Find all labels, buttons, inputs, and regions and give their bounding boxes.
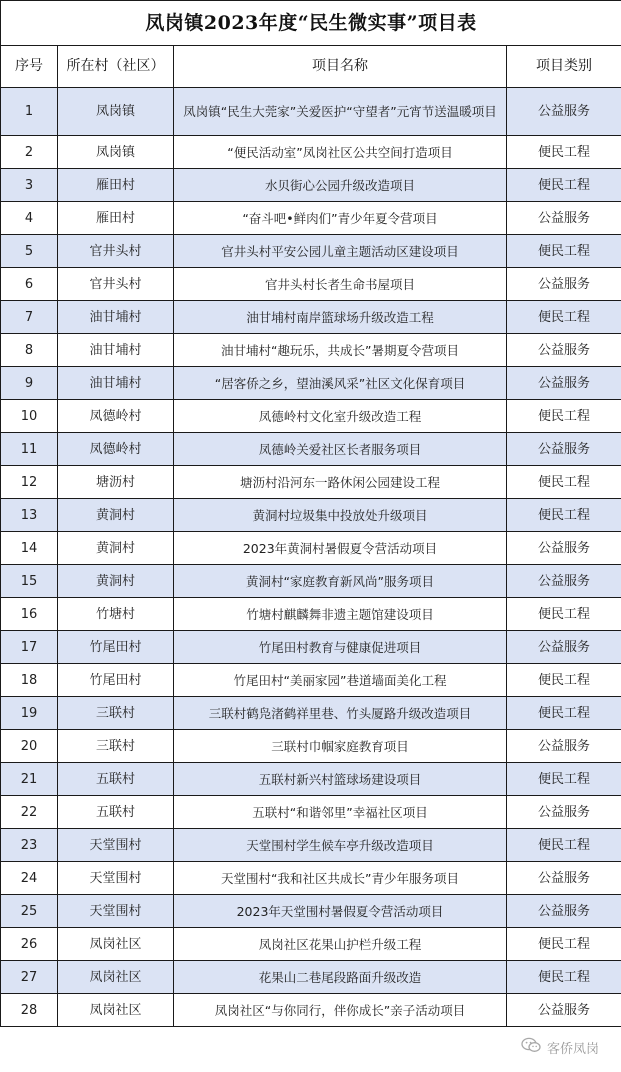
cell-number: 13 (1, 499, 58, 532)
table-row (1, 598, 621, 631)
cell-village: 塘沥村 (58, 466, 174, 499)
cell-project-name: 五联村新兴村篮球场建设项目 (174, 763, 507, 796)
table-row (1, 895, 621, 928)
header-project-name: 项目名称 (174, 46, 507, 88)
cell-category: 便民工程 (507, 466, 621, 499)
cell-number: 28 (1, 994, 58, 1027)
table-row (1, 136, 621, 169)
cell-category: 公益服务 (507, 88, 621, 136)
cell-project-name: 竹塘村麒麟舞非遗主题馆建设项目 (174, 598, 507, 631)
cell-project-name: 花果山二巷尾段路面升级改造 (174, 961, 507, 994)
cell-project-name: 黄洞村“家庭教育新风尚”服务项目 (174, 565, 507, 598)
cell-category: 公益服务 (507, 334, 621, 367)
cell-category: 公益服务 (507, 565, 621, 598)
table-row (1, 202, 621, 235)
cell-village: 油甘埔村 (58, 334, 174, 367)
cell-number: 17 (1, 631, 58, 664)
cell-project-name: 三联村鹤凫渚鹤祥里巷、竹头厦路升级改造项目 (174, 697, 507, 730)
cell-number: 3 (1, 169, 58, 202)
cell-project-name: 竹尾田村“美丽家园”巷道墙面美化工程 (174, 664, 507, 697)
table-row (1, 235, 621, 268)
cell-number: 1 (1, 88, 58, 136)
cell-project-name: 2023年黄洞村暑假夏令营活动项目 (174, 532, 507, 565)
table-row (1, 928, 621, 961)
cell-category: 公益服务 (507, 268, 621, 301)
cell-category: 公益服务 (507, 994, 621, 1027)
cell-project-name: 凤德岭村文化室升级改造工程 (174, 400, 507, 433)
table-row (1, 334, 621, 367)
cell-category: 便民工程 (507, 961, 621, 994)
cell-village: 雁田村 (58, 169, 174, 202)
table-row (1, 664, 621, 697)
cell-number: 8 (1, 334, 58, 367)
header-category: 项目类别 (507, 46, 621, 88)
cell-village: 竹塘村 (58, 598, 174, 631)
table-row (1, 532, 621, 565)
cell-project-name: 凤德岭关爱社区长者服务项目 (174, 433, 507, 466)
cell-project-name: 竹尾田村教育与健康促进项目 (174, 631, 507, 664)
table-row (1, 961, 621, 994)
cell-project-name: 官井头村长者生命书屋项目 (174, 268, 507, 301)
watermark-text: 客侨凤岗 (546, 1041, 599, 1057)
cell-category: 公益服务 (507, 367, 621, 400)
wechat-icon (521, 1037, 541, 1057)
cell-category: 公益服务 (507, 862, 621, 895)
cell-category: 公益服务 (507, 730, 621, 763)
cell-project-name: 三联村巾帼家庭教育项目 (174, 730, 507, 763)
cell-village: 五联村 (58, 763, 174, 796)
cell-category: 公益服务 (507, 631, 621, 664)
table-row (1, 268, 621, 301)
cell-village: 官井头村 (58, 268, 174, 301)
cell-category: 便民工程 (507, 664, 621, 697)
cell-project-name: 塘沥村沿河东一路休闲公园建设工程 (174, 466, 507, 499)
cell-category: 便民工程 (507, 928, 621, 961)
cell-category: 便民工程 (507, 829, 621, 862)
table-row (1, 994, 621, 1027)
cell-project-name: 油甘埔村“趣玩乐，共成长”暑期夏令营项目 (174, 334, 507, 367)
table-row (1, 862, 621, 895)
cell-category: 公益服务 (507, 202, 621, 235)
cell-village: 凤德岭村 (58, 400, 174, 433)
table-title: 凤岗镇2023年度“民生微实事”项目表 (1, 1, 621, 46)
cell-number: 21 (1, 763, 58, 796)
cell-number: 19 (1, 697, 58, 730)
cell-project-name: 凤岗镇“民生大莞家”关爱医护“守望者”元宵节送温暖项目 (174, 88, 507, 136)
cell-category: 便民工程 (507, 697, 621, 730)
cell-category: 公益服务 (507, 433, 621, 466)
header-number: 序号 (1, 46, 58, 88)
cell-project-name: 五联村“和谐邻里”幸福社区项目 (174, 796, 507, 829)
cell-number: 4 (1, 202, 58, 235)
cell-number: 22 (1, 796, 58, 829)
cell-project-name: “便民活动室”凤岗社区公共空间打造项目 (174, 136, 507, 169)
cell-category: 公益服务 (507, 895, 621, 928)
cell-number: 23 (1, 829, 58, 862)
cell-category: 公益服务 (507, 796, 621, 829)
cell-category: 便民工程 (507, 763, 621, 796)
cell-project-name: “奋斗吧•鲜肉们”青少年夏令营项目 (174, 202, 507, 235)
cell-category: 便民工程 (507, 400, 621, 433)
cell-village: 凤岗社区 (58, 961, 174, 994)
cell-village: 油甘埔村 (58, 367, 174, 400)
cell-number: 25 (1, 895, 58, 928)
cell-number: 14 (1, 532, 58, 565)
header-village: 所在村（社区） (58, 46, 174, 88)
header-row (1, 46, 621, 88)
cell-category: 公益服务 (507, 532, 621, 565)
table-row (1, 697, 621, 730)
table-row (1, 169, 621, 202)
cell-village: 凤德岭村 (58, 433, 174, 466)
cell-number: 26 (1, 928, 58, 961)
cell-project-name: 天堂围村学生候车亭升级改造项目 (174, 829, 507, 862)
cell-category: 便民工程 (507, 301, 621, 334)
table-row (1, 301, 621, 334)
cell-project-name: “居客侨之乡，望油溪风采”社区文化保育项目 (174, 367, 507, 400)
cell-village: 黄洞村 (58, 565, 174, 598)
cell-project-name: 凤岗社区“与你同行，伴你成长”亲子活动项目 (174, 994, 507, 1027)
table-row (1, 433, 621, 466)
cell-number: 12 (1, 466, 58, 499)
cell-number: 15 (1, 565, 58, 598)
table-row (1, 829, 621, 862)
cell-village: 天堂围村 (58, 862, 174, 895)
table-row (1, 88, 621, 136)
cell-number: 20 (1, 730, 58, 763)
cell-category: 便民工程 (507, 169, 621, 202)
cell-project-name: 官井头村平安公园儿童主题活动区建设项目 (174, 235, 507, 268)
table-row (1, 796, 621, 829)
cell-number: 7 (1, 301, 58, 334)
table-body (1, 88, 621, 1027)
cell-village: 黄洞村 (58, 499, 174, 532)
cell-number: 11 (1, 433, 58, 466)
cell-village: 凤岗社区 (58, 928, 174, 961)
cell-project-name: 油甘埔村南岸篮球场升级改造工程 (174, 301, 507, 334)
cell-number: 2 (1, 136, 58, 169)
cell-category: 便民工程 (507, 598, 621, 631)
table-row (1, 730, 621, 763)
cell-village: 竹尾田村 (58, 664, 174, 697)
cell-number: 18 (1, 664, 58, 697)
cell-project-name: 黄洞村垃圾集中投放处升级项目 (174, 499, 507, 532)
cell-village: 五联村 (58, 796, 174, 829)
cell-category: 便民工程 (507, 136, 621, 169)
cell-number: 24 (1, 862, 58, 895)
cell-village: 雁田村 (58, 202, 174, 235)
cell-village: 凤岗社区 (58, 994, 174, 1027)
cell-number: 5 (1, 235, 58, 268)
table-row (1, 763, 621, 796)
cell-number: 27 (1, 961, 58, 994)
table-row (1, 565, 621, 598)
cell-number: 10 (1, 400, 58, 433)
cell-number: 16 (1, 598, 58, 631)
cell-project-name: 2023年天堂围村暑假夏令营活动项目 (174, 895, 507, 928)
cell-village: 天堂围村 (58, 895, 174, 928)
cell-village: 黄洞村 (58, 532, 174, 565)
table-row (1, 499, 621, 532)
cell-village: 三联村 (58, 697, 174, 730)
cell-village: 竹尾田村 (58, 631, 174, 664)
table-row (1, 400, 621, 433)
table-row (1, 631, 621, 664)
cell-village: 油甘埔村 (58, 301, 174, 334)
cell-category: 便民工程 (507, 499, 621, 532)
cell-number: 6 (1, 268, 58, 301)
cell-village: 三联村 (58, 730, 174, 763)
cell-number: 9 (1, 367, 58, 400)
cell-project-name: 天堂围村“我和社区共成长”青少年服务项目 (174, 862, 507, 895)
table-row (1, 466, 621, 499)
cell-project-name: 水贝街心公园升级改造项目 (174, 169, 507, 202)
cell-village: 官井头村 (58, 235, 174, 268)
cell-village: 天堂围村 (58, 829, 174, 862)
watermark (521, 1037, 599, 1057)
cell-project-name: 凤岗社区花果山护栏升级工程 (174, 928, 507, 961)
table-row (1, 367, 621, 400)
cell-village: 凤岗镇 (58, 136, 174, 169)
cell-village: 凤岗镇 (58, 88, 174, 136)
cell-category: 便民工程 (507, 235, 621, 268)
